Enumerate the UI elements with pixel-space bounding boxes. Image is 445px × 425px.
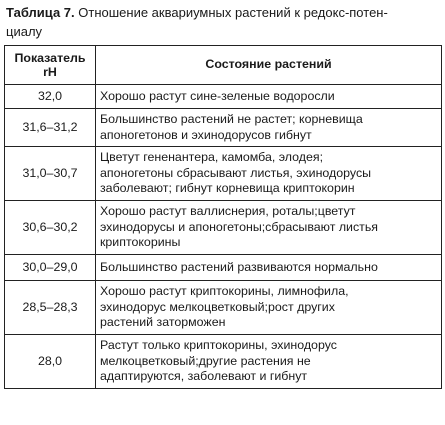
header-state: Состояние растений: [96, 46, 442, 85]
plant-state-line: заболевают; гибнут корневища криптокорин: [100, 181, 355, 196]
plant-state: [96, 147, 442, 201]
header-rh: [5, 46, 96, 85]
rh-value: 30,6–30,2: [5, 201, 96, 255]
plant-state-line: апоногетонов и эхинодорусов гибнут: [100, 127, 312, 142]
plant-state: [96, 335, 442, 389]
table-row: [5, 147, 442, 201]
plant-state-line: апоногетоны сбрасывают листья, эхинодорусы: [100, 165, 372, 180]
table-row: [5, 109, 442, 147]
rh-value: 30,0–29,0: [5, 255, 96, 281]
rh-value: 28,5–28,3: [5, 281, 96, 335]
rh-value: 32,0: [5, 85, 96, 109]
plant-state-line: растений заторможен: [100, 315, 226, 330]
rh-value: 31,6–31,2: [5, 109, 96, 147]
rh-value: 28,0: [5, 335, 96, 389]
header-rh-line1: Показатель: [14, 51, 86, 65]
plants-redox-table: [4, 45, 442, 389]
plant-state: [96, 281, 442, 335]
table-row: [5, 255, 442, 281]
plant-state-line: криптокорины: [100, 235, 181, 250]
plant-state-line: эхинодорусы и апоногетоны;сбрасывают листья: [100, 219, 379, 234]
table-row: [5, 335, 442, 389]
plant-state-line: Хорошо растут криптокорины, лимнофила,: [100, 284, 349, 299]
plant-state-line: Цветут гененантера, камомба, элодея;: [100, 150, 324, 165]
caption-label: Таблица 7.: [6, 5, 75, 20]
plant-state: [96, 85, 442, 109]
table-row: [5, 201, 442, 255]
plant-state-line: Хорошо растут сине-зеленые водоросли: [100, 88, 335, 103]
plant-state: [96, 109, 442, 147]
plant-state-line: эхинодорус мелкоцветковый;рост других: [100, 299, 335, 314]
table-row: [5, 85, 442, 109]
plant-state-line: Хорошо растут валлиснерия, роталы;цветут: [100, 204, 356, 219]
header-rh-line2: rH: [43, 65, 57, 79]
plant-state: [96, 201, 442, 255]
header-row: [5, 46, 442, 85]
caption-text-line2: циалу: [6, 24, 43, 39]
rh-value: 31,0–30,7: [5, 147, 96, 201]
plant-state: [96, 255, 442, 281]
plant-state-line: Большинство растений не растет; корневища: [100, 112, 363, 126]
caption-text-line1: Отношение аквариумных растений к редокс-потен-: [78, 5, 388, 20]
table-caption: [6, 3, 438, 41]
plant-state-line: Большинство растений развиваются нормально: [100, 259, 378, 274]
plant-state-line: Растут только криптокорины, эхинодорус: [100, 338, 337, 353]
plant-state-line: мелкоцветковый;другие растения не: [100, 353, 311, 368]
plant-state-line: адаптируются, заболевают и гибнут: [100, 369, 308, 384]
table-row: [5, 281, 442, 335]
